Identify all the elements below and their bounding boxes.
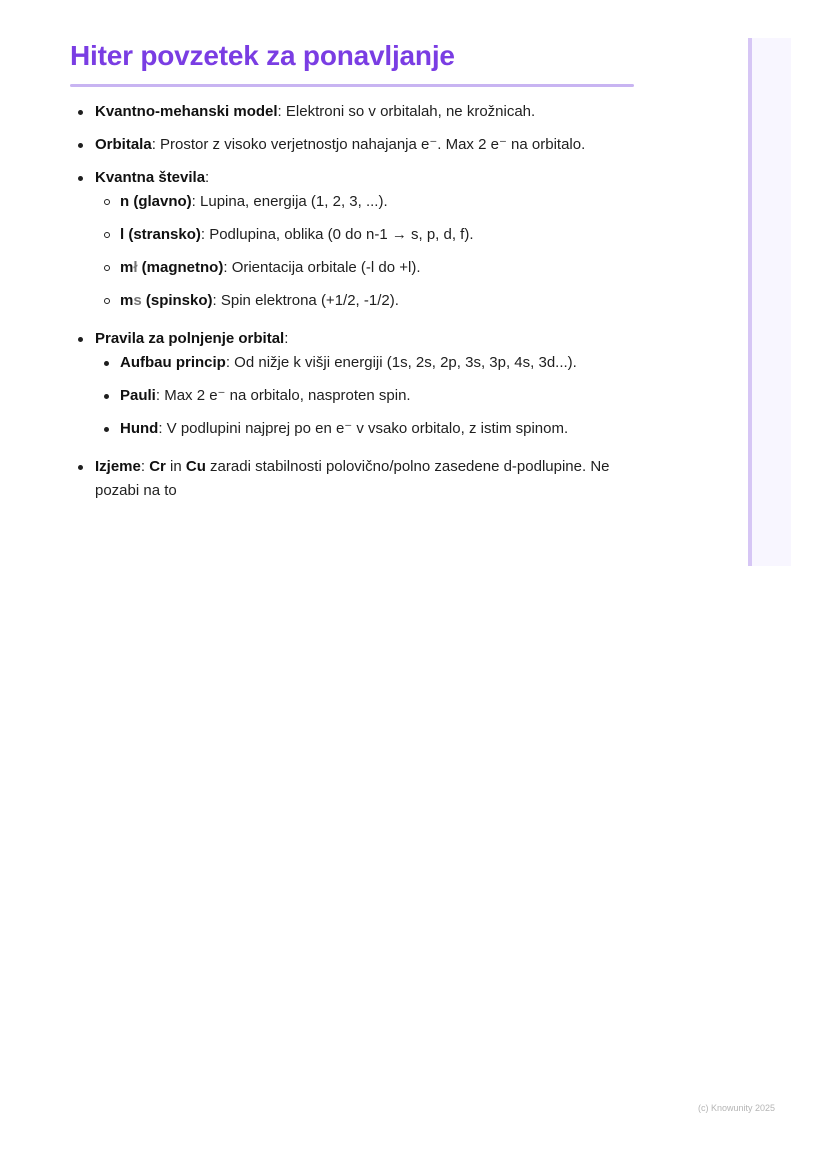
description: Prostor z visoko verjetnostjo nahajanja e⁻. Max 2 e⁻ na orbitalo. bbox=[160, 136, 586, 153]
separator: : bbox=[191, 193, 201, 210]
description: Spin elektrona (+1/2, -1/2). bbox=[220, 292, 399, 309]
sublist-item-aufbau bbox=[95, 351, 640, 375]
connector: in bbox=[165, 458, 186, 475]
description: Podlupina, oblika (0 do n-1 → s, p, d, f). bbox=[209, 226, 474, 243]
separator: : bbox=[140, 458, 150, 475]
separator: : bbox=[284, 330, 289, 347]
sublist-item-ms bbox=[95, 289, 640, 313]
term: Kvantna števila bbox=[95, 169, 206, 186]
sublist-item-ml bbox=[95, 256, 640, 280]
term-main: m bbox=[120, 259, 134, 276]
separator: : bbox=[277, 103, 286, 120]
separator: : bbox=[225, 354, 235, 371]
sublist-item-l bbox=[95, 223, 640, 247]
separator: : bbox=[200, 226, 210, 243]
list-item-exceptions bbox=[70, 455, 640, 503]
separator: : bbox=[212, 292, 221, 309]
sublist-item-hund bbox=[95, 417, 640, 441]
filling-rules-sublist bbox=[95, 351, 640, 441]
description: Od nižje k višji energiji (1s, 2s, 2p, 3s, 3p, 4s, 3d...). bbox=[234, 354, 577, 371]
sublist-item-pauli bbox=[95, 384, 640, 408]
term-subscript: s bbox=[133, 292, 142, 309]
term: Hund bbox=[120, 420, 159, 437]
copyright-footer: (c) Knowunity 2025 bbox=[697, 1103, 775, 1113]
term: Izjeme bbox=[95, 458, 141, 475]
term bbox=[120, 259, 223, 276]
term bbox=[120, 292, 213, 309]
description: V podlupini najprej po en e⁻ v vsako orbitalo, z istim spinom. bbox=[166, 420, 569, 437]
title-underline bbox=[70, 84, 634, 87]
page-title: Hiter povzetek za ponavljanje bbox=[70, 40, 455, 71]
term: Aufbau princip bbox=[120, 354, 226, 371]
description: zaradi stabilnosti polovično/polno zasedene d-podlupine. Ne pozabi na to bbox=[95, 458, 610, 499]
summary-content bbox=[70, 100, 640, 512]
side-note-panel bbox=[748, 38, 791, 566]
description: Max 2 e⁻ na orbitalo, nasproten spin. bbox=[164, 387, 411, 404]
term: Pravila za polnjenje orbital bbox=[95, 330, 285, 347]
list-item-filling-rules bbox=[70, 327, 640, 441]
description: Orientacija orbitale (-l do +l). bbox=[231, 259, 421, 276]
term-subscript: ł bbox=[133, 259, 138, 276]
term: l (stransko) bbox=[120, 226, 201, 243]
separator: : bbox=[158, 420, 167, 437]
element-cu: Cu bbox=[185, 458, 206, 475]
term-rest: (spinsko) bbox=[141, 292, 213, 309]
separator: : bbox=[151, 136, 161, 153]
description: Lupina, energija (1, 2, 3, ...). bbox=[200, 193, 388, 210]
separator: : bbox=[155, 387, 165, 404]
term: Pauli bbox=[120, 387, 156, 404]
term-rest: (magnetno) bbox=[137, 259, 224, 276]
list-item-quantum-model bbox=[70, 100, 640, 124]
quantum-numbers-sublist bbox=[95, 190, 640, 313]
term: n (glavno) bbox=[120, 193, 192, 210]
term-main: m bbox=[120, 292, 134, 309]
element-cr: Cr bbox=[149, 458, 166, 475]
sublist-item-n bbox=[95, 190, 640, 214]
summary-list bbox=[70, 100, 640, 503]
list-item-quantum-numbers bbox=[70, 166, 640, 313]
list-item-orbital bbox=[70, 133, 640, 157]
separator: : bbox=[205, 169, 210, 186]
description: Elektroni so v orbitalah, ne krožnicah. bbox=[285, 103, 536, 120]
term: Kvantno-mehanski model bbox=[95, 103, 278, 120]
term: Orbitala bbox=[95, 136, 152, 153]
separator: : bbox=[223, 259, 232, 276]
